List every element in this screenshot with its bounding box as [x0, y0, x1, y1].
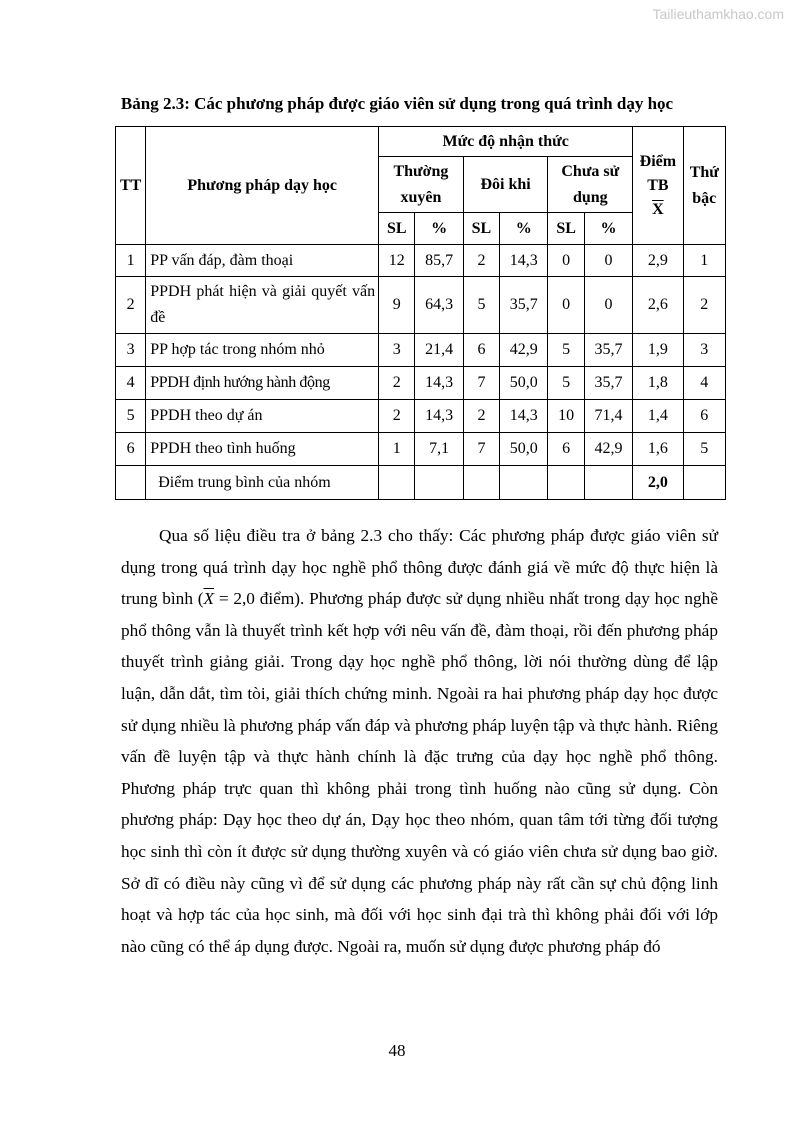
row-some-sl: 2	[463, 245, 499, 277]
row-rank: 1	[683, 245, 725, 277]
header-score-line2: TB	[647, 176, 669, 194]
header-method: Phương pháp dạy học	[146, 127, 379, 245]
row-never-sl: 5	[548, 367, 584, 400]
row-some-sl: 7	[463, 433, 499, 466]
header-score-line1: Điểm	[639, 152, 677, 170]
row-never-pct: 71,4	[584, 400, 632, 433]
row-some-pct: 35,7	[500, 277, 548, 334]
row-never-sl: 6	[548, 433, 584, 466]
table-row	[116, 277, 726, 334]
table-row	[116, 334, 726, 367]
row-tt: 6	[116, 433, 146, 466]
row-score: 2,9	[633, 245, 683, 277]
watermark: Tailieuthamkhao.com	[652, 6, 784, 22]
row-often-sl: 1	[379, 433, 415, 466]
row-tt: 4	[116, 367, 146, 400]
row-score: 2,6	[633, 277, 683, 334]
row-tt: 2	[116, 277, 146, 334]
row-rank: 6	[683, 400, 725, 433]
header-tt: TT	[116, 127, 146, 245]
row-often-pct: 85,7	[415, 245, 463, 277]
row-method: PPDH định hướng hành động	[146, 367, 379, 400]
row-rank: 2	[683, 277, 725, 334]
row-tt: 3	[116, 334, 146, 367]
row-often-sl: 2	[379, 400, 415, 433]
table-row	[116, 400, 726, 433]
header-some-pct: %	[500, 213, 548, 245]
row-some-sl: 6	[463, 334, 499, 367]
table-row	[116, 245, 726, 277]
header-sometimes: Đôi khi	[463, 157, 548, 213]
row-method: PPDH theo dự án	[146, 400, 379, 433]
row-some-pct: 42,9	[500, 334, 548, 367]
row-often-sl: 9	[379, 277, 415, 334]
table-row	[116, 433, 726, 466]
row-often-pct: 14,3	[415, 367, 463, 400]
summary-empty-cell	[415, 466, 463, 500]
row-never-sl: 0	[548, 245, 584, 277]
summary-row	[116, 466, 726, 500]
row-score: 1,9	[633, 334, 683, 367]
summary-empty-cell	[500, 466, 548, 500]
header-never-pct: %	[584, 213, 632, 245]
summary-empty-cell	[379, 466, 415, 500]
row-score: 1,6	[633, 433, 683, 466]
row-method: PP hợp tác trong nhóm nhỏ	[146, 334, 379, 367]
row-never-pct: 35,7	[584, 367, 632, 400]
mean-symbol: $\overline{X}$	[203, 589, 215, 609]
summary-empty-cell	[584, 466, 632, 500]
header-rank: Thứ bậc	[683, 127, 725, 245]
summary-tt-empty	[116, 466, 146, 500]
row-never-pct: 42,9	[584, 433, 632, 466]
header-often-pct: %	[415, 213, 463, 245]
row-tt: 5	[116, 400, 146, 433]
row-method: PP vấn đáp, đàm thoại	[146, 245, 379, 277]
table-caption: Bảng 2.3: Các phương pháp được giáo viên sử dụng trong quá trình dạy học	[120, 94, 674, 113]
row-never-sl: 5	[548, 334, 584, 367]
row-often-sl: 2	[379, 367, 415, 400]
row-never-sl: 0	[548, 277, 584, 334]
row-never-sl: 10	[548, 400, 584, 433]
body-paragraph	[121, 520, 718, 962]
row-often-pct: 21,4	[415, 334, 463, 367]
row-some-pct: 14,3	[500, 245, 548, 277]
row-method: PPDH phát hiện và giải quyết vấn đề	[146, 277, 379, 334]
row-score: 1,4	[633, 400, 683, 433]
summary-empty-cell	[463, 466, 499, 500]
row-method: PPDH theo tình huống	[146, 433, 379, 466]
row-often-pct: 14,3	[415, 400, 463, 433]
row-often-sl: 3	[379, 334, 415, 367]
header-often-sl: SL	[379, 213, 415, 245]
header-never-sl: SL	[548, 213, 584, 245]
row-some-pct: 50,0	[500, 367, 548, 400]
header-often: Thường xuyên	[379, 157, 464, 213]
row-rank: 3	[683, 334, 725, 367]
summary-label: Điểm trung bình của nhóm	[146, 466, 379, 500]
row-rank: 4	[683, 367, 725, 400]
header-some-sl: SL	[463, 213, 499, 245]
row-never-pct: 0	[584, 277, 632, 334]
paragraph-part2: = 2,0 điểm). Phương pháp được sử dụng nhiều nhất trong dạy học nghề phổ thông vẫn là thuyết trình kết hợp với nêu vấn đề, đàm thoại, rồi đến phương pháp thuyết trình giảng giải. Trong dạy học nghề phổ thông, lời nói thường dùng để lập luận, dẫn dắt, tìm tòi, giải thích chứng minh. Ngoài ra hai phương pháp dạy học được sử dụng nhiều là phương pháp vấn đáp và phương pháp luyện tập và thực hành. Riêng vấn đề luyện tập và thực hành chính là đặc trưng của dạy học nghề phổ thông. Phương pháp trực quan thì không phải trong tình huống nào cũng sử dụng. Còn phương pháp: Dạy học theo dự án, Dạy học theo nhóm, quan tâm tới từng đối tượng học sinh thì còn ít được sử dụng thường xuyên và có giáo viên chưa sử dụng bao giờ. Sở dĩ có điều này cũng vì để sử dụng các phương pháp này rất cần sự chủ động linh hoạt và hợp tác của học sinh, mà đối với học sinh đại trà thì không phải đối với lớp nào cũng có thể áp dụng được. Ngoài ra, muốn sử dụng được phương pháp đó	[121, 589, 718, 956]
row-some-pct: 14,3	[500, 400, 548, 433]
summary-empty-cell	[683, 466, 725, 500]
row-often-pct: 64,3	[415, 277, 463, 334]
header-awareness: Mức độ nhận thức	[379, 127, 633, 157]
header-never: Chưa sử dụng	[548, 157, 633, 213]
header-score-symbol: $\overline{X}$	[652, 200, 664, 218]
row-often-sl: 12	[379, 245, 415, 277]
row-never-pct: 0	[584, 245, 632, 277]
row-often-pct: 7,1	[415, 433, 463, 466]
row-score: 1,8	[633, 367, 683, 400]
row-never-pct: 35,7	[584, 334, 632, 367]
row-rank: 5	[683, 433, 725, 466]
row-some-pct: 50,0	[500, 433, 548, 466]
row-some-sl: 5	[463, 277, 499, 334]
row-some-sl: 7	[463, 367, 499, 400]
summary-score: 2,0	[633, 466, 683, 500]
table-row	[116, 367, 726, 400]
row-some-sl: 2	[463, 400, 499, 433]
row-tt: 1	[116, 245, 146, 277]
methods-table	[115, 126, 726, 500]
page-number: 48	[388, 1041, 406, 1060]
summary-empty-cell	[548, 466, 584, 500]
paragraph-part1: Qua số liệu điều tra ở bảng 2.3 cho thấy: Các phương pháp được giáo viên sử dụng trong quá trình dạy học nghề phổ thông được đánh giá về mức độ thực hiện là trung bình (	[121, 526, 718, 609]
header-score	[633, 127, 683, 245]
